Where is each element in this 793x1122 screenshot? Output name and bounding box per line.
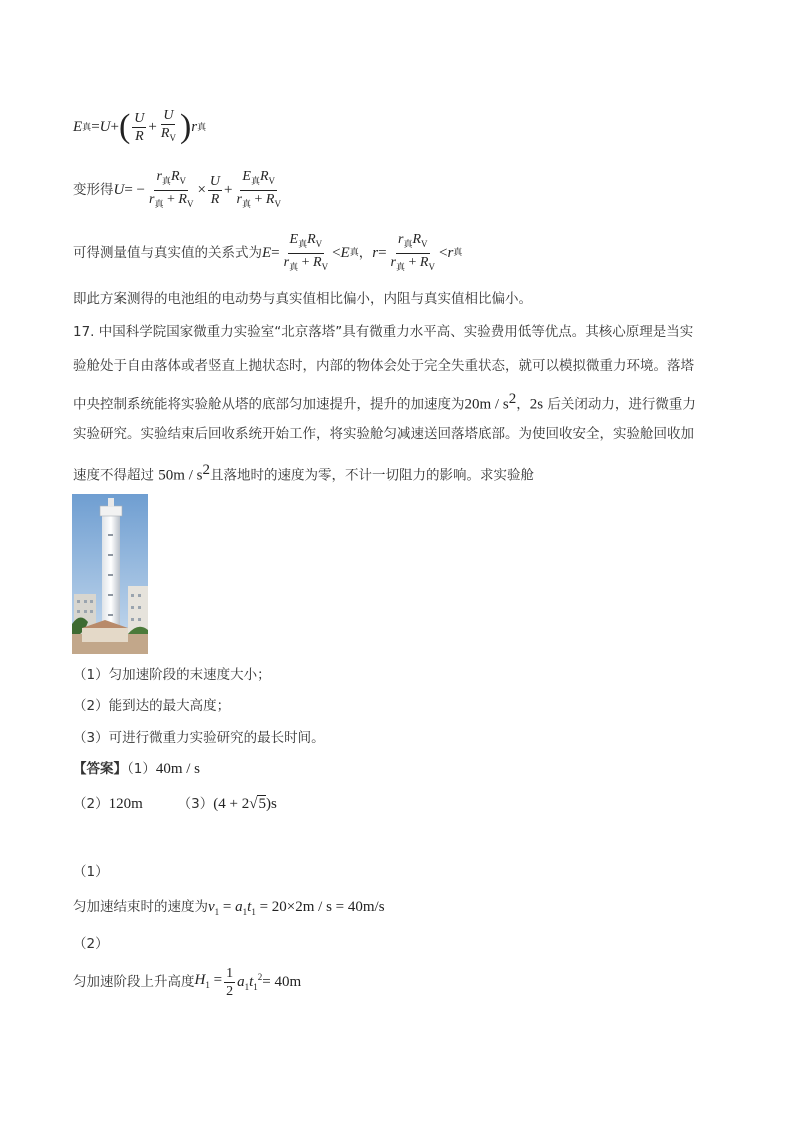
solution-part-2: （2） [73,936,109,952]
conclusion-text: 即此方案测得的电池组的电动势与真实值相比偏小，内阻与真实值相比偏小。 [73,291,532,307]
problem-line-2: 验舱处于自由落体或者竖直上抛状态时，内部的物体会处于完全失重状态，就可以模拟微重力环境。落塔 [73,358,694,374]
answer-line-1: 【答案】（1）40m / s [73,761,201,777]
problem-line-1: 17. 中国科学院国家微重力实验室“北京落塔”具有微重力水平高、实验费用低等优点。其核心原理是当实 [73,324,694,340]
problem-line-4: 实验研究。实验结束后回收系统开始工作，将实验舱匀减速送回落塔底部。为使回收安全，实验舱回收加 [73,426,694,442]
formula-relation: 可得测量值与真实值的关系式为 E = $\frac{E_真R_V}{r_真 + R_V}$ < E 真 ， r = $\frac{r_真R_V}{r_真 + R_V}$ < r 真 [73,231,463,272]
question-2: （2）能到达的最大高度； [73,698,231,714]
solution-height: 匀加速阶段上升高度 $H_1$ = $\frac{1}{2}$ $a_1t_1^2$ = 40m [73,965,302,999]
solution-part-1: （1） [73,864,109,880]
question-3: （3）可进行微重力实验研究的最长时间。 [73,730,325,746]
question-1: （1）匀加速阶段的末速度大小； [73,667,271,683]
formula-e-true: E 真 = U + ( $\frac{U}{R}$ + $\frac{U}{R_V}$ ) r 真 [73,108,207,145]
solution-velocity: 匀加速结束时的速度为$v_1 = a_1t_1 = 20\times 2m / s = 40m/s$ [73,899,385,917]
formula-deformation: 变形得 U = − $\frac{r_真R_V}{r_真 + R_V}$ × $\frac{U}{R}$ + $\frac{E_真R_V}{r_真 + R_V}$ [73,168,281,209]
problem-line-3: 中央控制系统能将实验舱从塔的底部匀加速提升，提升的加速度为$20m / s^2$，2s 后关闭动力，进行微重力 [73,391,696,413]
answer-line-2: （2）120m （3）(4 + 2√5)s [73,796,277,812]
problem-line-5: 速度不得超过 $50m / s^2$且落地时的速度为零，不计一切阻力的影响。求实验舱 [73,462,534,484]
tower-photo [72,494,148,654]
